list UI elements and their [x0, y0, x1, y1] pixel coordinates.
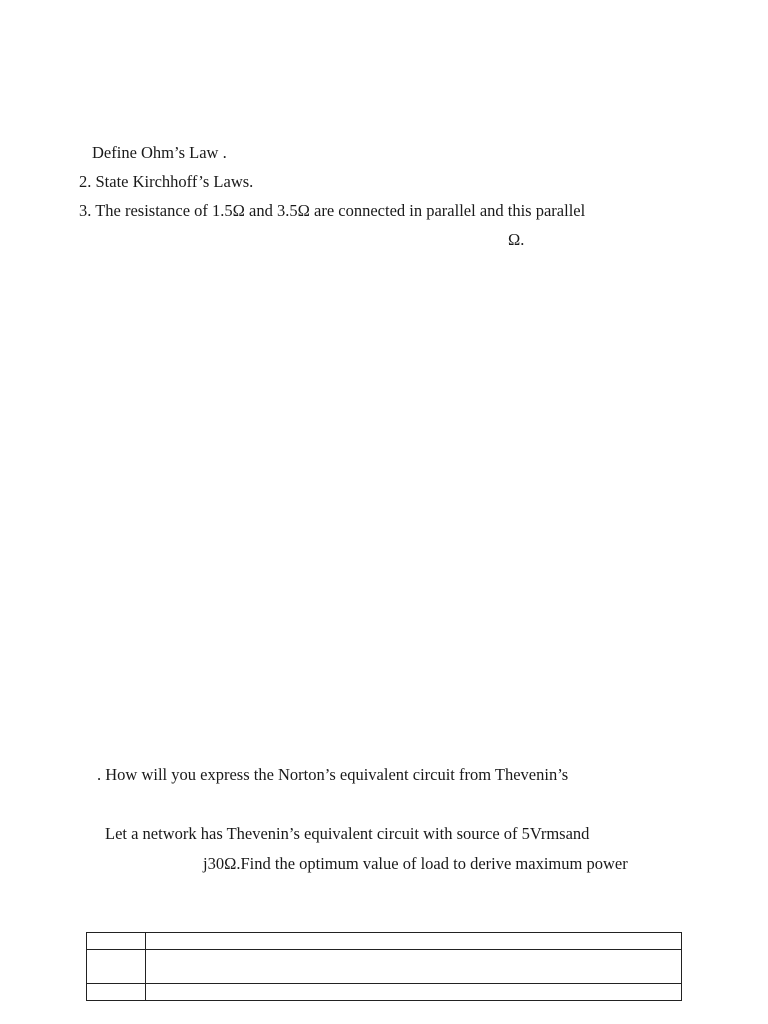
question-norton-equivalent: . How will you express the Norton’s equivalent circuit from Thevenin’s — [97, 765, 569, 784]
empty-table — [86, 932, 682, 1001]
question-ohms-law: Define Ohm’s Law . — [92, 143, 227, 162]
question-parallel-resistance: 3. The resistance of 1.5Ω and 3.5Ω are connected in parallel and this parallel — [79, 201, 586, 220]
question-max-power-continued: j30Ω.Find the optimum value of load to derive maximum power — [203, 854, 628, 873]
table-cell — [87, 950, 146, 984]
question-kirchhoffs-laws: 2. State Kirchhoff’s Laws. — [79, 172, 254, 191]
table-cell — [146, 933, 682, 950]
table-cell — [146, 950, 682, 984]
table-cell — [146, 984, 682, 1001]
table-row — [87, 950, 682, 984]
table-cell — [87, 933, 146, 950]
table-row — [87, 984, 682, 1001]
table-cell — [87, 984, 146, 1001]
table-row — [87, 933, 682, 950]
question-parallel-resistance-tail: Ω. — [508, 230, 525, 249]
question-max-power: Let a network has Thevenin’s equivalent circuit with source of 5Vrmsand — [105, 824, 590, 843]
